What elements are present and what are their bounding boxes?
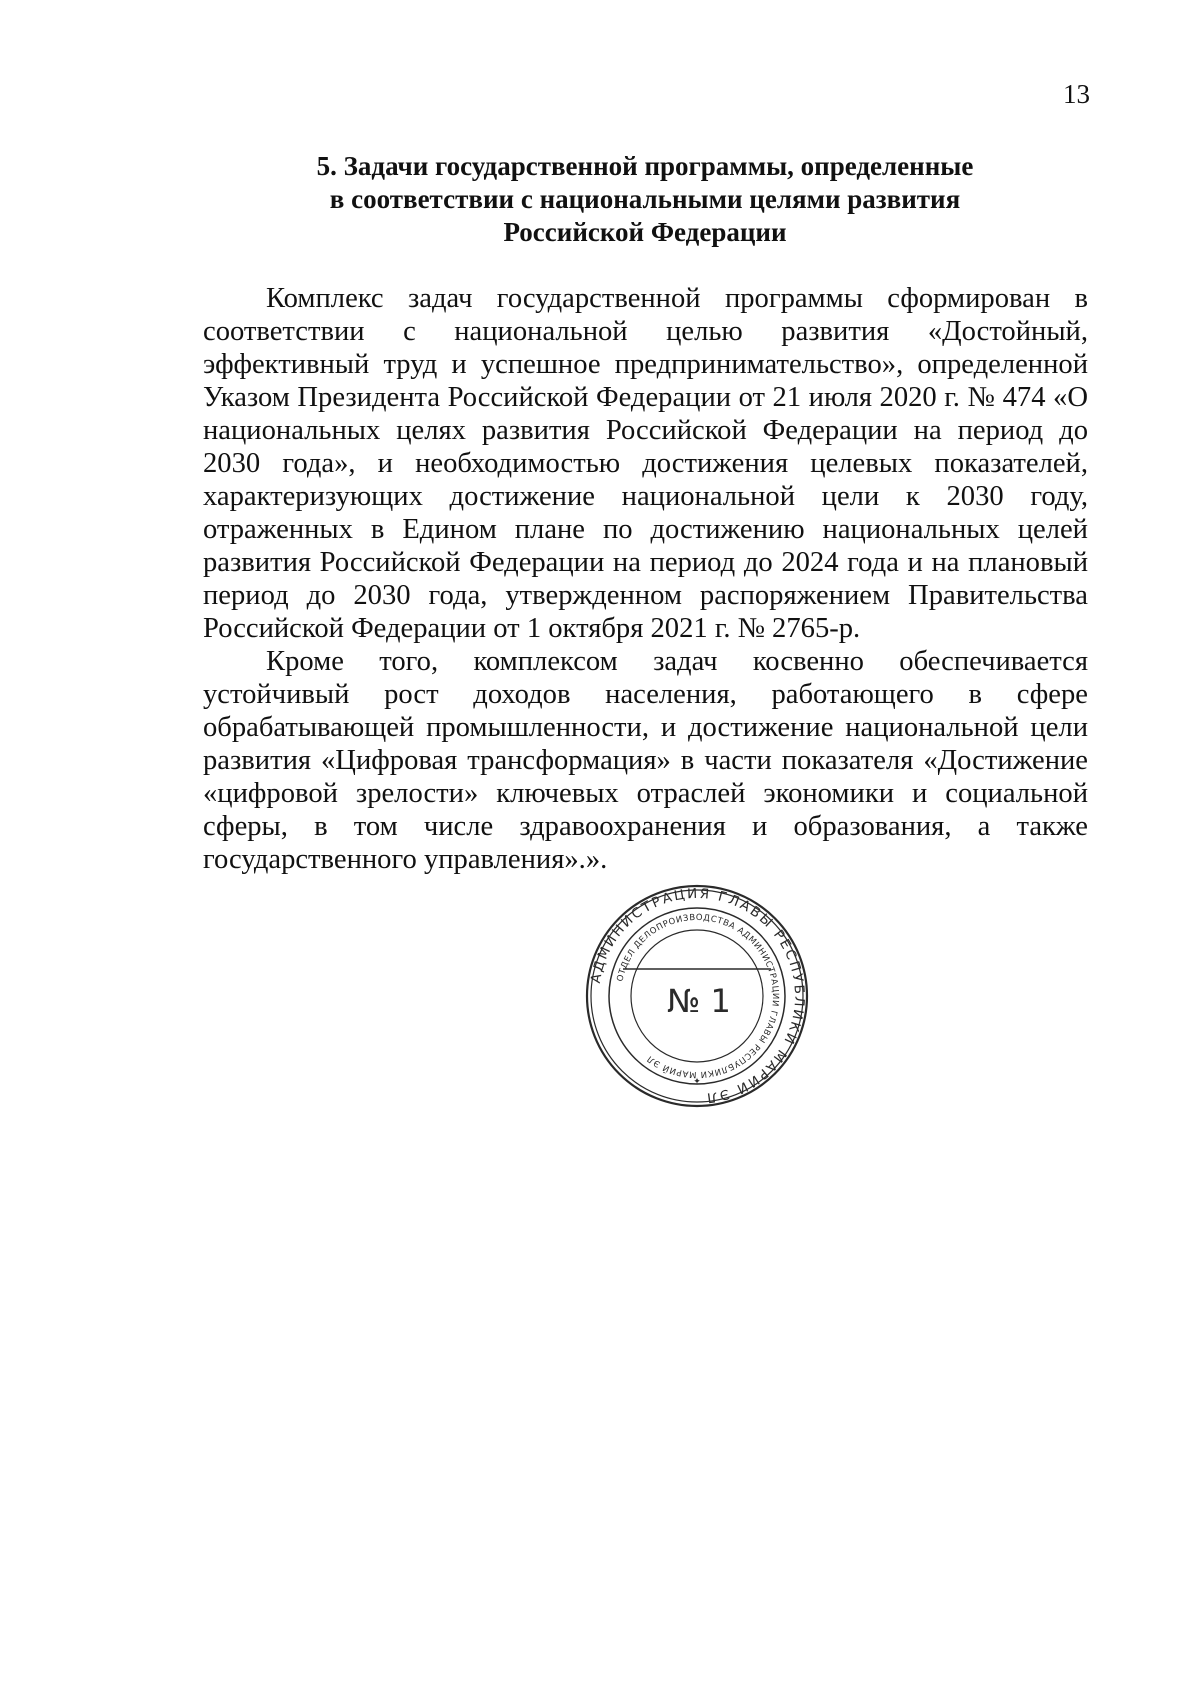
stamp-seal: [585, 884, 809, 1108]
official-stamp: [585, 884, 809, 1108]
section-heading: [200, 150, 1090, 249]
stamp-outer-text: АДМИНИСТРАЦИЯ ГЛАВЫ РЕСПУБЛИКИ МАРИЙ ЭЛ: [587, 885, 808, 1106]
stamp-number: № 1: [667, 982, 731, 1020]
body-text: [203, 282, 1088, 876]
paragraph: Комплекс задач государственной программы сформирован в соответствии с национальной целью развития «Достойный, эффективный труд и успешное предпринимательство», определенной Указом Президента Российской Федерации от 21 июля 2020 г. № 474 «О национальных целях развития Российской Федерации на период до 2030 года», и необходимостью достижения целевых показателей, характеризующих достижение национальной цели к 2030 году, отраженных в Едином плане по достижению национальных целей развития Российской Федерации на период до 2024 года и на плановый период до 2030 года, утвержденном распоряжением Правительства Российской Федерации от 1 октября 2021 г. № 2765-р.: [203, 283, 1088, 644]
page-number: 13: [1063, 79, 1090, 109]
stamp-star-icon: ✦: [693, 1077, 701, 1087]
stamp-inner-text: ОТДЕЛ ДЕЛОПРОИЗВОДСТВА АДМИНИСТРАЦИИ ГЛАВЫ РЕСПУБЛИКИ МАРИЙ ЭЛ: [615, 912, 781, 1080]
paragraph: Кроме того, комплексом задач косвенно обеспечивается устойчивый рост доходов населения, работающего в сфере обрабатывающей промышленности, и достижение национальной цели развития «Цифровая трансформация» в части показателя «Достижение «цифровой зрелости» ключевых отраслей экономики и социальной сферы, в том числе здравоохранения и образования, а также государственного управления».».: [203, 646, 1088, 875]
heading-line: 5. Задачи государственной программы, определенные: [316, 151, 974, 181]
heading-line: в соответствии с национальными целями развития: [329, 184, 961, 214]
heading-line: Российской Федерации: [503, 217, 787, 247]
